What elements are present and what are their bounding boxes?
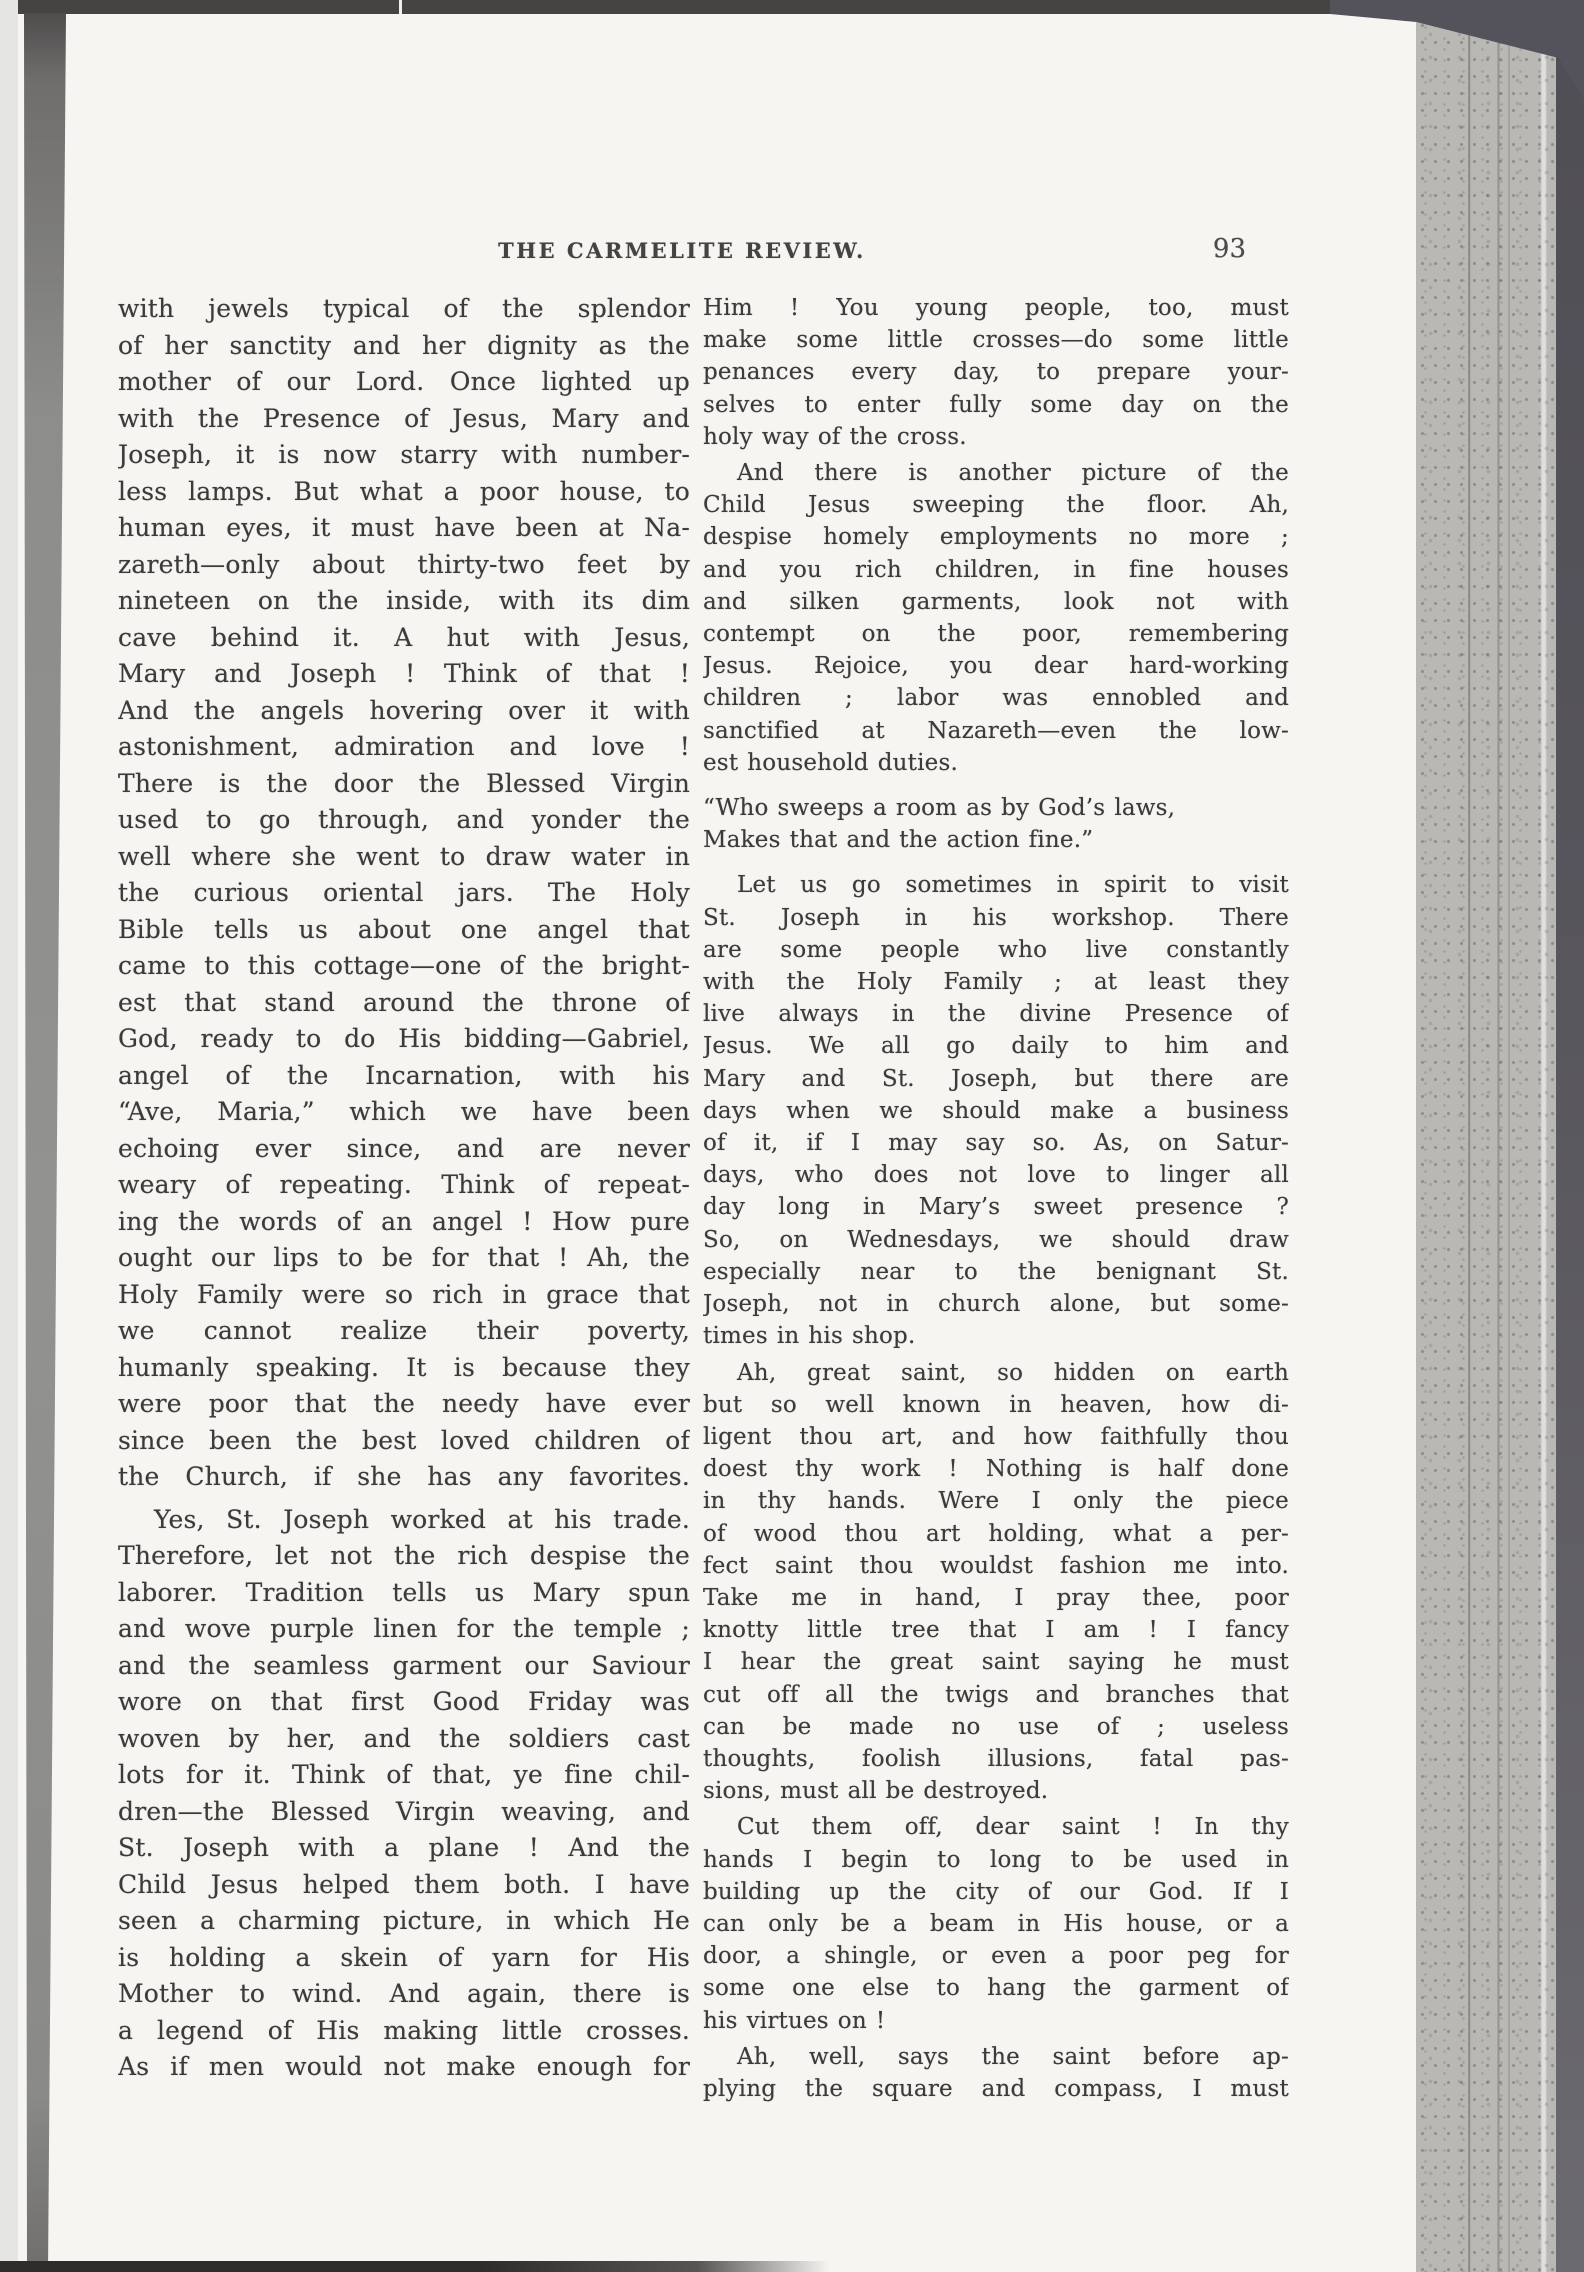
text-line: sanctified at Nazareth—even the low- [703,717,1289,744]
text-line: of her sanctity and her dignity as the [118,330,690,360]
text-line: lots for it. Think of that, ye fine chil- [118,1760,690,1789]
text-line: Cut them off, dear saint ! In thy [737,1814,1289,1841]
text-line: of it, if I may say so. As, on Satur- [703,1130,1289,1157]
text-line: zareth—only about thirty-two feet by [118,549,690,579]
text-line: astonishment, admiration and love ! [118,732,690,761]
text-line: thoughts, foolish illusions, fatal pas- [703,1745,1289,1772]
text-line: especially near to the benignant St. [703,1258,1289,1285]
text-line: his virtues on ! [703,2007,886,2034]
text-line: day long in Mary’s sweet presence ? [703,1194,1289,1221]
text-line: and wove purple linen for the temple ; [118,1614,690,1643]
left-text-column [118,291,690,2086]
text-line: selves to enter fully some day on the [703,391,1289,418]
text-line: nineteen on the inside, with its dim [118,586,690,615]
text-line: days, who does not love to linger all [703,1162,1289,1189]
text-line: live always in the divine Presence of [703,1001,1289,1028]
text-line: humanly speaking. It is because they [118,1352,690,1382]
text-line: are some people who live constantly [703,936,1289,963]
text-line: ought our lips to be for that ! Ah, the [118,1243,690,1272]
text-line: Let us go sometimes in spirit to visit [737,872,1289,899]
right-text-column [703,292,1289,2105]
text-line: with jewels typical of the splendor [118,294,690,323]
text-line: And the angels hovering over it with [118,695,690,725]
text-line: Jesus. We all go daily to him and [703,1033,1289,1060]
text-line: Ah, great saint, so hidden on earth [737,1359,1289,1386]
text-line: est household duties. [703,749,958,776]
text-line: seen a charming picture, in which He [118,1906,690,1935]
text-line: the Church, if she has any favorites. [118,1462,690,1491]
text-line: Makes that and the action fine.” [703,827,1094,854]
text-line: but so well known in heaven, how di- [703,1391,1289,1418]
text-line: with the Presence of Jesus, Mary and [118,403,690,433]
text-line: is holding a skein of yarn for His [118,1942,690,1972]
text-line: some one else to hang the garment of [703,1975,1289,2002]
text-line: days when we should make a business [703,1097,1289,1124]
text-line: Him ! You young people, too, must [703,295,1289,321]
text-line: a legend of His making little crosses. [118,2015,690,2045]
text-line: Jesus. Rejoice, you dear hard-working [703,653,1289,680]
text-line: knotty little tree that I am ! I fancy [703,1617,1289,1644]
text-line: woven by her, and the soldiers cast [118,1723,690,1753]
text-line: fect saint thou wouldst fashion me into. [703,1552,1289,1579]
text-line: came to this cottage—one of the bright- [118,951,690,980]
text-line: Mary and St. Joseph, but there are [703,1065,1289,1092]
text-line: Ah, well, says the saint before ap- [737,2043,1289,2070]
text-line: St. Joseph with a plane ! And the [118,1833,690,1862]
text-line: wore on that first Good Friday was [118,1687,690,1716]
text-line: I hear the great saint saying he must [703,1649,1289,1676]
text-line: holy way of the cross. [703,423,967,450]
text-line: children ; labor was ennobled and [703,685,1289,712]
scan-right-background [1556,0,1584,2272]
paragraph [703,2041,1289,2105]
text-line: cut off all the twigs and branches that [703,1681,1289,1708]
text-line: angel of the Incarnation, with his [118,1060,690,1090]
text-line: Take me in hand, I pray thee, poor [703,1584,1289,1611]
text-line: less lamps. But what a poor house, to [118,476,690,506]
text-line: Child Jesus sweeping the floor. Ah, [703,492,1289,519]
text-line: plying the square and compass, I must [703,2075,1289,2102]
text-line: “Ave, Maria,” which we have been [118,1097,690,1126]
running-header [118,234,1246,270]
text-line: ligent thou art, and how faithfully thou [703,1423,1289,1450]
text-line: Mother to wind. And again, there is [118,1979,690,2008]
text-line: with the Holy Family ; at least they [703,969,1289,996]
text-line: hands I begin to long to be used in [703,1846,1289,1873]
page-number: 93 [1212,234,1246,264]
paragraph [703,1811,1289,2036]
text-line: Bible tells us about one angel that [118,914,690,944]
text-line: sions, must all be destroyed. [703,1778,1049,1805]
text-line: door, a shingle, or even a poor peg for [703,1943,1289,1970]
text-line: dren—the Blessed Virgin weaving, and [118,1796,690,1826]
scan-bottom-shadow-bar [0,2261,830,2272]
paragraph [703,869,1289,1352]
text-line: and the seamless garment our Saviour [118,1650,690,1680]
text-line: doest thy work ! Nothing is half done [703,1456,1289,1483]
text-line: laborer. Tradition tells us Mary spun [118,1577,690,1607]
text-line: building up the city of our God. If I [703,1878,1289,1905]
text-line: Joseph, not in church alone, but some- [703,1291,1289,1318]
text-line: Holy Family were so rich in grace that [118,1279,690,1309]
page-title: THE CARMELITE REVIEW. [498,238,866,263]
text-line: Mary and Joseph ! Think of that ! [118,659,690,688]
text-line: Yes, St. Joseph worked at his trade. [154,1504,690,1534]
text-line: Joseph, it is now starry with number- [118,440,690,469]
text-line: So, on Wednesdays, we should draw [703,1226,1289,1253]
text-line: we cannot realize their poverty, [118,1316,690,1345]
scan-top-bar-notch [399,0,402,14]
paragraph [118,1502,690,2086]
paragraph [703,1357,1289,1808]
text-line: est that stand around the throne of [118,987,690,1017]
text-line: of wood thou art holding, what a per- [703,1520,1289,1547]
text-line: despise homely employments no more ; [703,524,1289,551]
text-line: human eyes, it must have been at Na- [118,513,690,542]
text-line: weary of repeating. Think of repeat- [118,1170,690,1199]
paragraph [118,291,690,1496]
text-line: well where she went to draw water in [118,841,690,871]
text-line: mother of our Lord. Once lighted up [118,367,690,396]
text-line: cave behind it. A hut with Jesus, [118,622,690,652]
text-line: ing the words of an angel ! How pure [118,1206,690,1236]
scan-left-margin [0,0,18,2272]
book-fore-edge-pages [1416,0,1562,2272]
text-line: penances every day, to prepare your- [703,359,1289,386]
text-line: God, ready to do His bidding—Gabriel, [118,1024,690,1053]
text-line: the curious oriental jars. The Holy [118,878,690,907]
text-line: There is the door the Blessed Virgin [118,768,690,798]
text-line: St. Joseph in his workshop. There [703,904,1289,931]
text-line: can be made no use of ; useless [703,1713,1289,1740]
text-line: times in his shop. [703,1323,916,1350]
text-line: and silken garments, look not with [703,588,1289,615]
text-line: were poor that the needy have ever [118,1389,690,1418]
text-line: contempt on the poor, remembering [703,621,1289,648]
text-line: in thy hands. Were I only the piece [703,1488,1289,1515]
text-line: can only be a beam in His house, or a [703,1910,1289,1937]
text-line: As if men would not make enough for [118,2052,690,2081]
paragraph [703,457,1289,779]
text-line: And there is another picture of the [737,460,1289,487]
text-line: used to go through, and yonder the [118,805,690,834]
text-line: and you rich children, in fine houses [703,556,1289,583]
text-line: make some little crosses—do some little [703,327,1289,354]
text-line: “Who sweeps a room as by God’s laws, [703,795,1176,822]
text-line: echoing ever since, and are never [118,1133,690,1163]
text-line: Child Jesus helped them both. I have [118,1869,690,1899]
text-line: since been the best loved children of [118,1425,690,1455]
paragraph [703,292,1289,453]
text-line: Therefore, let not the rich despise the [118,1541,690,1570]
verse-block [703,792,1289,856]
